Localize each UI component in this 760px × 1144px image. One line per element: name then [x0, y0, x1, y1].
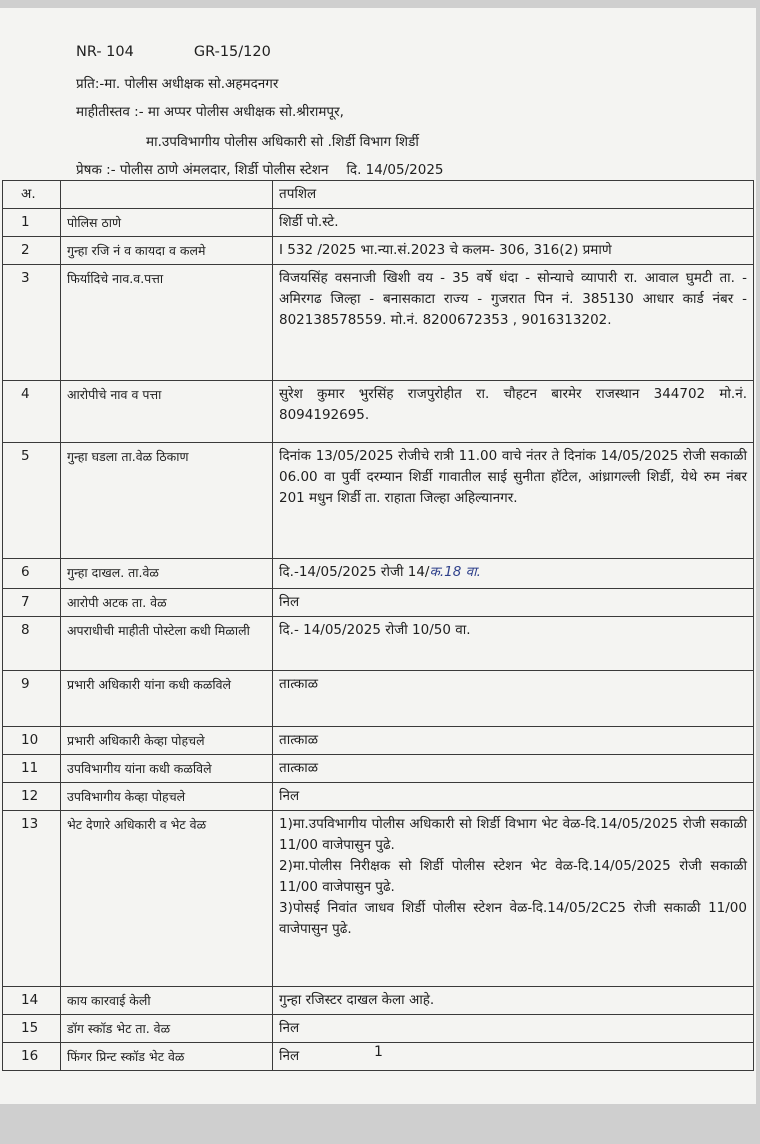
document-page	[0, 8, 756, 1104]
report-date: दि. 14/05/2025	[346, 162, 444, 178]
row-number: 12	[3, 783, 61, 811]
row-value: तात्काळ	[273, 671, 754, 727]
row-number: 15	[3, 1015, 61, 1043]
table-row	[3, 209, 754, 237]
row-label: गुन्हा रजि नं व कायदा व कलमे	[61, 237, 273, 265]
row-number: 13	[3, 811, 61, 987]
table-row	[3, 671, 754, 727]
row-label: डॉग स्कॉड भेट ता. वेळ	[61, 1015, 273, 1043]
table-row	[3, 381, 754, 443]
row-label: पोलिस ठाणे	[61, 209, 273, 237]
row-value: निल	[273, 1043, 754, 1071]
row-number: 11	[3, 755, 61, 783]
row-value: निल	[273, 589, 754, 617]
nr-number: NR- 104	[76, 44, 134, 60]
row-value: गुन्हा रजिस्टर दाखल केला आहे.	[273, 987, 754, 1015]
recipient-line: प्रति:-मा. पोलीस अधीक्षक सो.अहमदनगर	[76, 76, 279, 92]
row-number: 14	[3, 987, 61, 1015]
filing-date-text: दि.-14/05/2025 रोजी 14/	[279, 564, 430, 580]
row-label: काय कारवाई केली	[61, 987, 273, 1015]
table-row	[3, 589, 754, 617]
header-cell-label	[61, 181, 273, 209]
row-value	[273, 559, 754, 589]
table-row	[3, 617, 754, 671]
visiting-officer-3: 3)पोसई निवांत जाधव शिर्डी पोलीस स्टेशन वेळ-दि.14/05/2C25 रोजी सकाळी 11/00 वाजेपासुन पुढे.	[279, 900, 747, 937]
row-value: तात्काळ	[273, 755, 754, 783]
row-number: 3	[3, 265, 61, 381]
table-header-row	[3, 181, 754, 209]
information-line-2: मा.उपविभागीय पोलीस अधिकारी सो .शिर्डी विभाग शिर्डी	[146, 134, 419, 150]
table-row	[3, 559, 754, 589]
table-row	[3, 727, 754, 755]
row-value: तात्काळ	[273, 727, 754, 755]
row-number: 8	[3, 617, 61, 671]
row-value: निल	[273, 1015, 754, 1043]
row-number: 5	[3, 443, 61, 559]
handwritten-time: क.18 वा.	[429, 564, 481, 580]
sender-line	[76, 160, 444, 178]
row-number: 1	[3, 209, 61, 237]
row-number: 9	[3, 671, 61, 727]
row-value: दिनांक 13/05/2025 रोजीचे रात्री 11.00 वाचे नंतर ते दिनांक 14/05/2025 रोजी सकाळी 06.00 वा पुर्वी दरम्यान शिर्डी गावातील साई सुनीता हॉटेल, आंध्रागल्ली शिर्डी, येथे रुम नंबर 201 मधुन शिर्डी ता. राहाता जिल्हा अहिल्यानगर.	[273, 443, 754, 559]
row-label: प्रभारी अधिकारी यांना कधी कळविले	[61, 671, 273, 727]
row-label: फिंगर प्रिन्ट स्कॉड भेट वेळ	[61, 1043, 273, 1071]
table-row	[3, 237, 754, 265]
visiting-officer-2: 2)मा.पोलीस निरीक्षक सो शिर्डी पोलीस स्टेशन भेट वेळ-दि.14/05/2025 रोजी सकाळी 11/00 वाजेपासुन पुढे.	[279, 858, 747, 895]
gr-number: GR-15/120	[193, 44, 271, 60]
row-number: 16	[3, 1043, 61, 1071]
row-number: 2	[3, 237, 61, 265]
header-reference-line	[76, 44, 271, 60]
row-label: गुन्हा दाखल. ता.वेळ	[61, 559, 273, 589]
visiting-officer-1: 1)मा.उपविभागीय पोलीस अधिकारी सो शिर्डी विभाग भेट वेळ-दि.14/05/2025 रोजी सकाळी 11/00 वाजेपासुन पुढे.	[279, 816, 747, 853]
row-label: अपराधीची माहीती पोस्टेला कधी मिळाली	[61, 617, 273, 671]
row-label: उपविभागीय केव्हा पोहचले	[61, 783, 273, 811]
table-row	[3, 783, 754, 811]
table-row	[3, 987, 754, 1015]
page-number: 1	[374, 1044, 383, 1060]
row-value: शिर्डी पो.स्टे.	[273, 209, 754, 237]
row-value	[273, 811, 754, 987]
row-label: आरोपी अटक ता. वेळ	[61, 589, 273, 617]
row-value: विजयसिंह वसनाजी खिशी वय - 35 वर्षे धंदा - सोन्याचे व्यापारी रा. आवाल घुमटी ता. - अमिरगढ जिल्हा - बनासकाटा राज्य - गुजरात पिन नं. 385130 आधार कार्ड नंबर - 802138578559. मो.नं. 8200672353 , 9016313202.	[273, 265, 754, 381]
sender-text: प्रेषक :- पोलीस ठाणे अंमलदार, शिर्डी पोलीस स्टेशन	[76, 162, 329, 178]
details-table	[2, 180, 754, 1071]
row-number: 7	[3, 589, 61, 617]
row-label: फिर्यादिचे नाव.व.पत्ता	[61, 265, 273, 381]
row-label: भेट देणारे अधिकारी व भेट वेळ	[61, 811, 273, 987]
row-value: दि.- 14/05/2025 रोजी 10/50 वा.	[273, 617, 754, 671]
table-row	[3, 443, 754, 559]
row-value: निल	[273, 783, 754, 811]
row-value: सुरेश कुमार भुरसिंह राजपुरोहीत रा. चौहटन बारमेर राजस्थान 344702 मो.नं. 8094192695.	[273, 381, 754, 443]
row-number: 4	[3, 381, 61, 443]
information-line-1: माहीतीस्तव :- मा अप्पर पोलीस अधीक्षक सो.श्रीरामपूर,	[76, 104, 344, 120]
header-cell-number: अ.	[3, 181, 61, 209]
row-label: प्रभारी अधिकारी केव्हा पोहचले	[61, 727, 273, 755]
row-label: गुन्हा घडला ता.वेळ ठिकाण	[61, 443, 273, 559]
table-row	[3, 1015, 754, 1043]
row-label: आरोपीचे नाव व पत्ता	[61, 381, 273, 443]
table-row	[3, 811, 754, 987]
row-number: 10	[3, 727, 61, 755]
header-cell-details: तपशिल	[273, 181, 754, 209]
table-row	[3, 265, 754, 381]
table-row	[3, 755, 754, 783]
row-value: I 532 /2025 भा.न्या.सं.2023 चे कलम- 306, 316(2) प्रमाणे	[273, 237, 754, 265]
row-label: उपविभागीय यांना कधी कळविले	[61, 755, 273, 783]
row-number: 6	[3, 559, 61, 589]
